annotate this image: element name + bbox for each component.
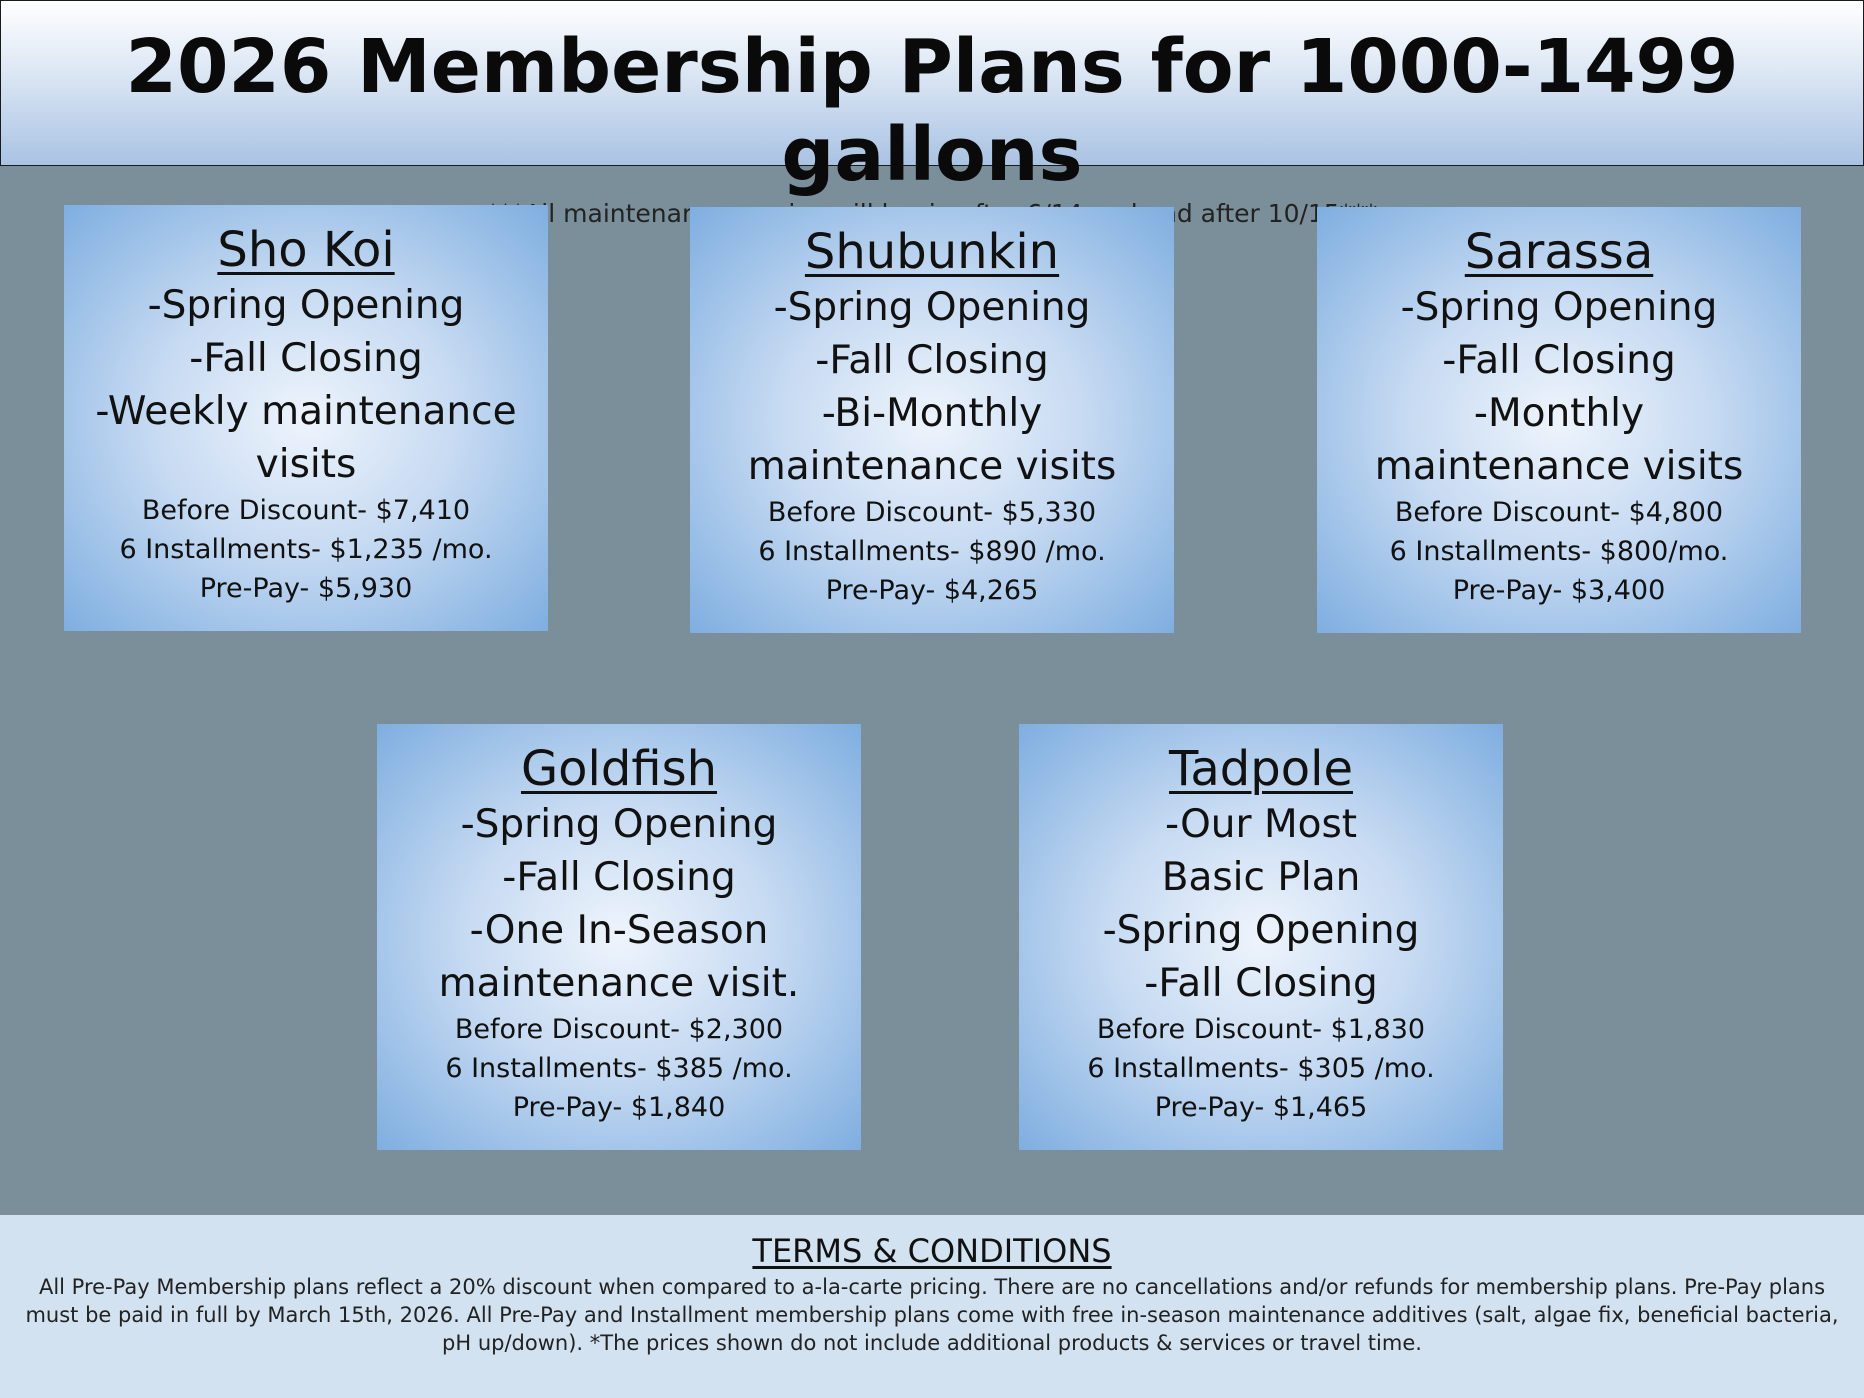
plan-feature: -Spring Opening (460, 802, 778, 847)
terms-title: TERMS & CONDITIONS (752, 1232, 1112, 1270)
plan-prepay: Pre-Pay- $4,265 (825, 575, 1039, 606)
plan-before-discount: Before Discount- $2,300 (454, 1014, 784, 1045)
plan-feature: -Spring Opening (773, 285, 1091, 330)
plan-feature: -Fall Closing (1442, 338, 1676, 383)
plan-prepay: Pre-Pay- $5,930 (199, 573, 413, 604)
terms-section (0, 1215, 1864, 1398)
plan-before-discount: Before Discount- $4,800 (1394, 497, 1724, 528)
plan-feature: -Fall Closing (1144, 961, 1378, 1006)
plan-card-tadpole (1019, 724, 1503, 1150)
plan-feature: -Monthly (1473, 391, 1645, 436)
plan-installments: 6 Installments- $305 /mo. (1087, 1053, 1435, 1084)
plan-before-discount: Before Discount- $1,830 (1096, 1014, 1426, 1045)
plan-card-shubunkin (690, 207, 1174, 633)
plan-feature: -Spring Opening (147, 283, 465, 328)
plan-installments: 6 Installments- $385 /mo. (445, 1053, 793, 1084)
plan-installments: 6 Installments- $1,235 /mo. (119, 534, 493, 565)
plan-feature: -Fall Closing (189, 336, 423, 381)
plan-feature: -Fall Closing (815, 338, 1049, 383)
plan-installments: 6 Installments- $890 /mo. (758, 536, 1106, 567)
plan-prepay: Pre-Pay- $1,840 (512, 1092, 726, 1123)
plan-name: Shubunkin (804, 224, 1060, 280)
page-title: 2026 Membership Plans for 1000-1499 gallons (125, 24, 1739, 198)
plan-prepay: Pre-Pay- $1,465 (1154, 1092, 1368, 1123)
plan-feature: -Fall Closing (502, 855, 736, 900)
plan-name: Sho Koi (217, 222, 395, 278)
plan-name: Goldfish (520, 741, 718, 797)
plan-prepay: Pre-Pay- $3,400 (1452, 575, 1666, 606)
plan-name: Tadpole (1169, 741, 1353, 797)
plan-card-sarassa (1317, 207, 1801, 633)
plan-feature: visits (255, 442, 357, 487)
page-header (0, 0, 1864, 228)
plan-feature: -Spring Opening (1400, 285, 1718, 330)
terms-body: All Pre-Pay Membership plans reflect a 20% discount when compared to a-la-carte pricing. There are no cancellations and/or refunds for membership plans. Pre-Pay plans must be paid in full by March 15th, 2026. All Pre-Pay and Installment membership plans come with free in-season maintenance additives (salt, algae fix, beneficial bacteria, pH up/down). *The prices shown do not include additional products & services or travel time. (25, 1275, 1839, 1355)
plan-feature: -Bi-Monthly (821, 391, 1043, 436)
plan-feature: Basic Plan (1161, 855, 1361, 900)
plan-before-discount: Before Discount- $7,410 (141, 495, 471, 526)
plan-feature: -One In-Season (469, 908, 769, 953)
plan-feature: maintenance visits (1374, 444, 1744, 489)
plan-feature: -Spring Opening (1102, 908, 1420, 953)
plan-feature: maintenance visit. (438, 961, 800, 1006)
plan-feature: -Weekly maintenance (95, 389, 517, 434)
plan-feature: -Our Most (1164, 802, 1358, 847)
plan-feature: maintenance visits (747, 444, 1117, 489)
plan-before-discount: Before Discount- $5,330 (767, 497, 1097, 528)
plan-installments: 6 Installments- $800/mo. (1389, 536, 1729, 567)
service-window-note: maintenance after (563, 199, 1260, 228)
plan-card-sho-koi (64, 205, 548, 631)
plan-name: Sarassa (1464, 224, 1654, 280)
plan-card-goldfish (377, 724, 861, 1150)
